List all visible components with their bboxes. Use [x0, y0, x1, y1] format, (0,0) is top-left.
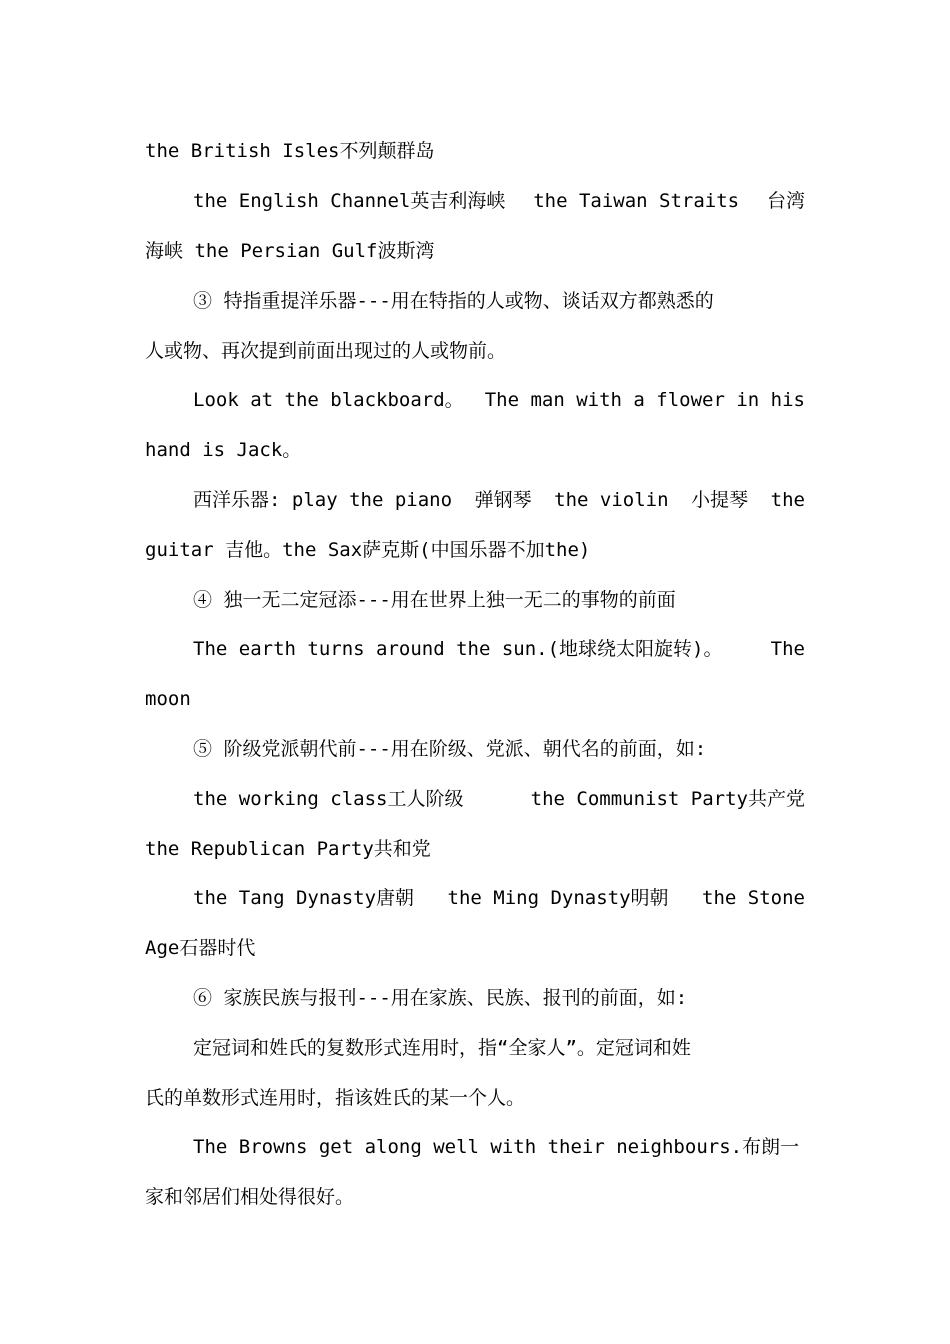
text-segment: 弹钢琴: [474, 489, 532, 511]
text-segment: the Stone: [702, 887, 805, 909]
section-heading: ③ 特指重提洋乐器---用在特指的人或物、谈话双方都熟悉的: [193, 290, 714, 312]
text-segment: 西洋乐器: play the piano: [193, 489, 453, 511]
text-line: 定冠词和姓氏的复数形式连用时，指“全家人”。定冠词和姓: [193, 1037, 691, 1059]
text-segment: the English Channel英吉利海峡: [193, 190, 506, 212]
text-line: guitar 吉他。the Sax萨克斯(中国乐器不加the): [145, 539, 591, 561]
text-line: The Browns get along well with their neighbours.布朗一: [193, 1136, 800, 1158]
text-line: moon: [145, 688, 191, 710]
section-heading: ⑥ 家族民族与报刊---用在家族、民族、报刊的前面，如:: [193, 987, 688, 1009]
text-segment: 台湾: [766, 190, 805, 212]
text-line: [193, 485, 805, 515]
text-segment: the violin: [554, 489, 669, 511]
text-line: 氏的单数形式连用时，指该姓氏的某一个人。: [145, 1087, 526, 1109]
text-segment: the Taiwan Straits: [533, 190, 740, 212]
text-segment: the Tang Dynasty唐朝: [193, 887, 415, 909]
text-line: Age石器时代: [145, 937, 256, 959]
text-segment: the working class工人阶级: [193, 788, 464, 810]
text-segment: the: [770, 489, 805, 511]
text-line: [193, 186, 805, 216]
text-line: 海峡 the Persian Gulf波斯湾: [145, 240, 435, 262]
text-line: the Republican Party共和党: [145, 838, 431, 860]
text-line: [193, 385, 805, 415]
text-segment: Look at the blackboard。: [193, 389, 464, 411]
section-heading: ④ 独一无二定冠添---用在世界上独一无二的事物的前面: [193, 589, 676, 611]
text-line: [193, 634, 805, 664]
text-segment: the Communist Party共产党: [530, 788, 805, 810]
text-segment: The earth turns around the sun.(地球绕太阳旋转)。: [193, 638, 723, 660]
text-line: the British Isles不列颠群岛: [145, 140, 435, 162]
section-heading: ⑤ 阶级党派朝代前---用在阶级、党派、朝代名的前面，如:: [193, 738, 707, 760]
text-line: 家和邻居们相处得很好。: [145, 1186, 355, 1208]
text-line: hand is Jack。: [145, 439, 302, 461]
text-line: [193, 784, 805, 814]
text-segment: the Ming Dynasty明朝: [447, 887, 669, 909]
text-segment: The: [770, 638, 805, 660]
text-segment: The man with a flower in his: [484, 389, 805, 411]
text-segment: 小提琴: [691, 489, 749, 511]
text-line: [193, 883, 805, 913]
text-line: 人或物、再次提到前面出现过的人或物前。: [145, 340, 507, 362]
